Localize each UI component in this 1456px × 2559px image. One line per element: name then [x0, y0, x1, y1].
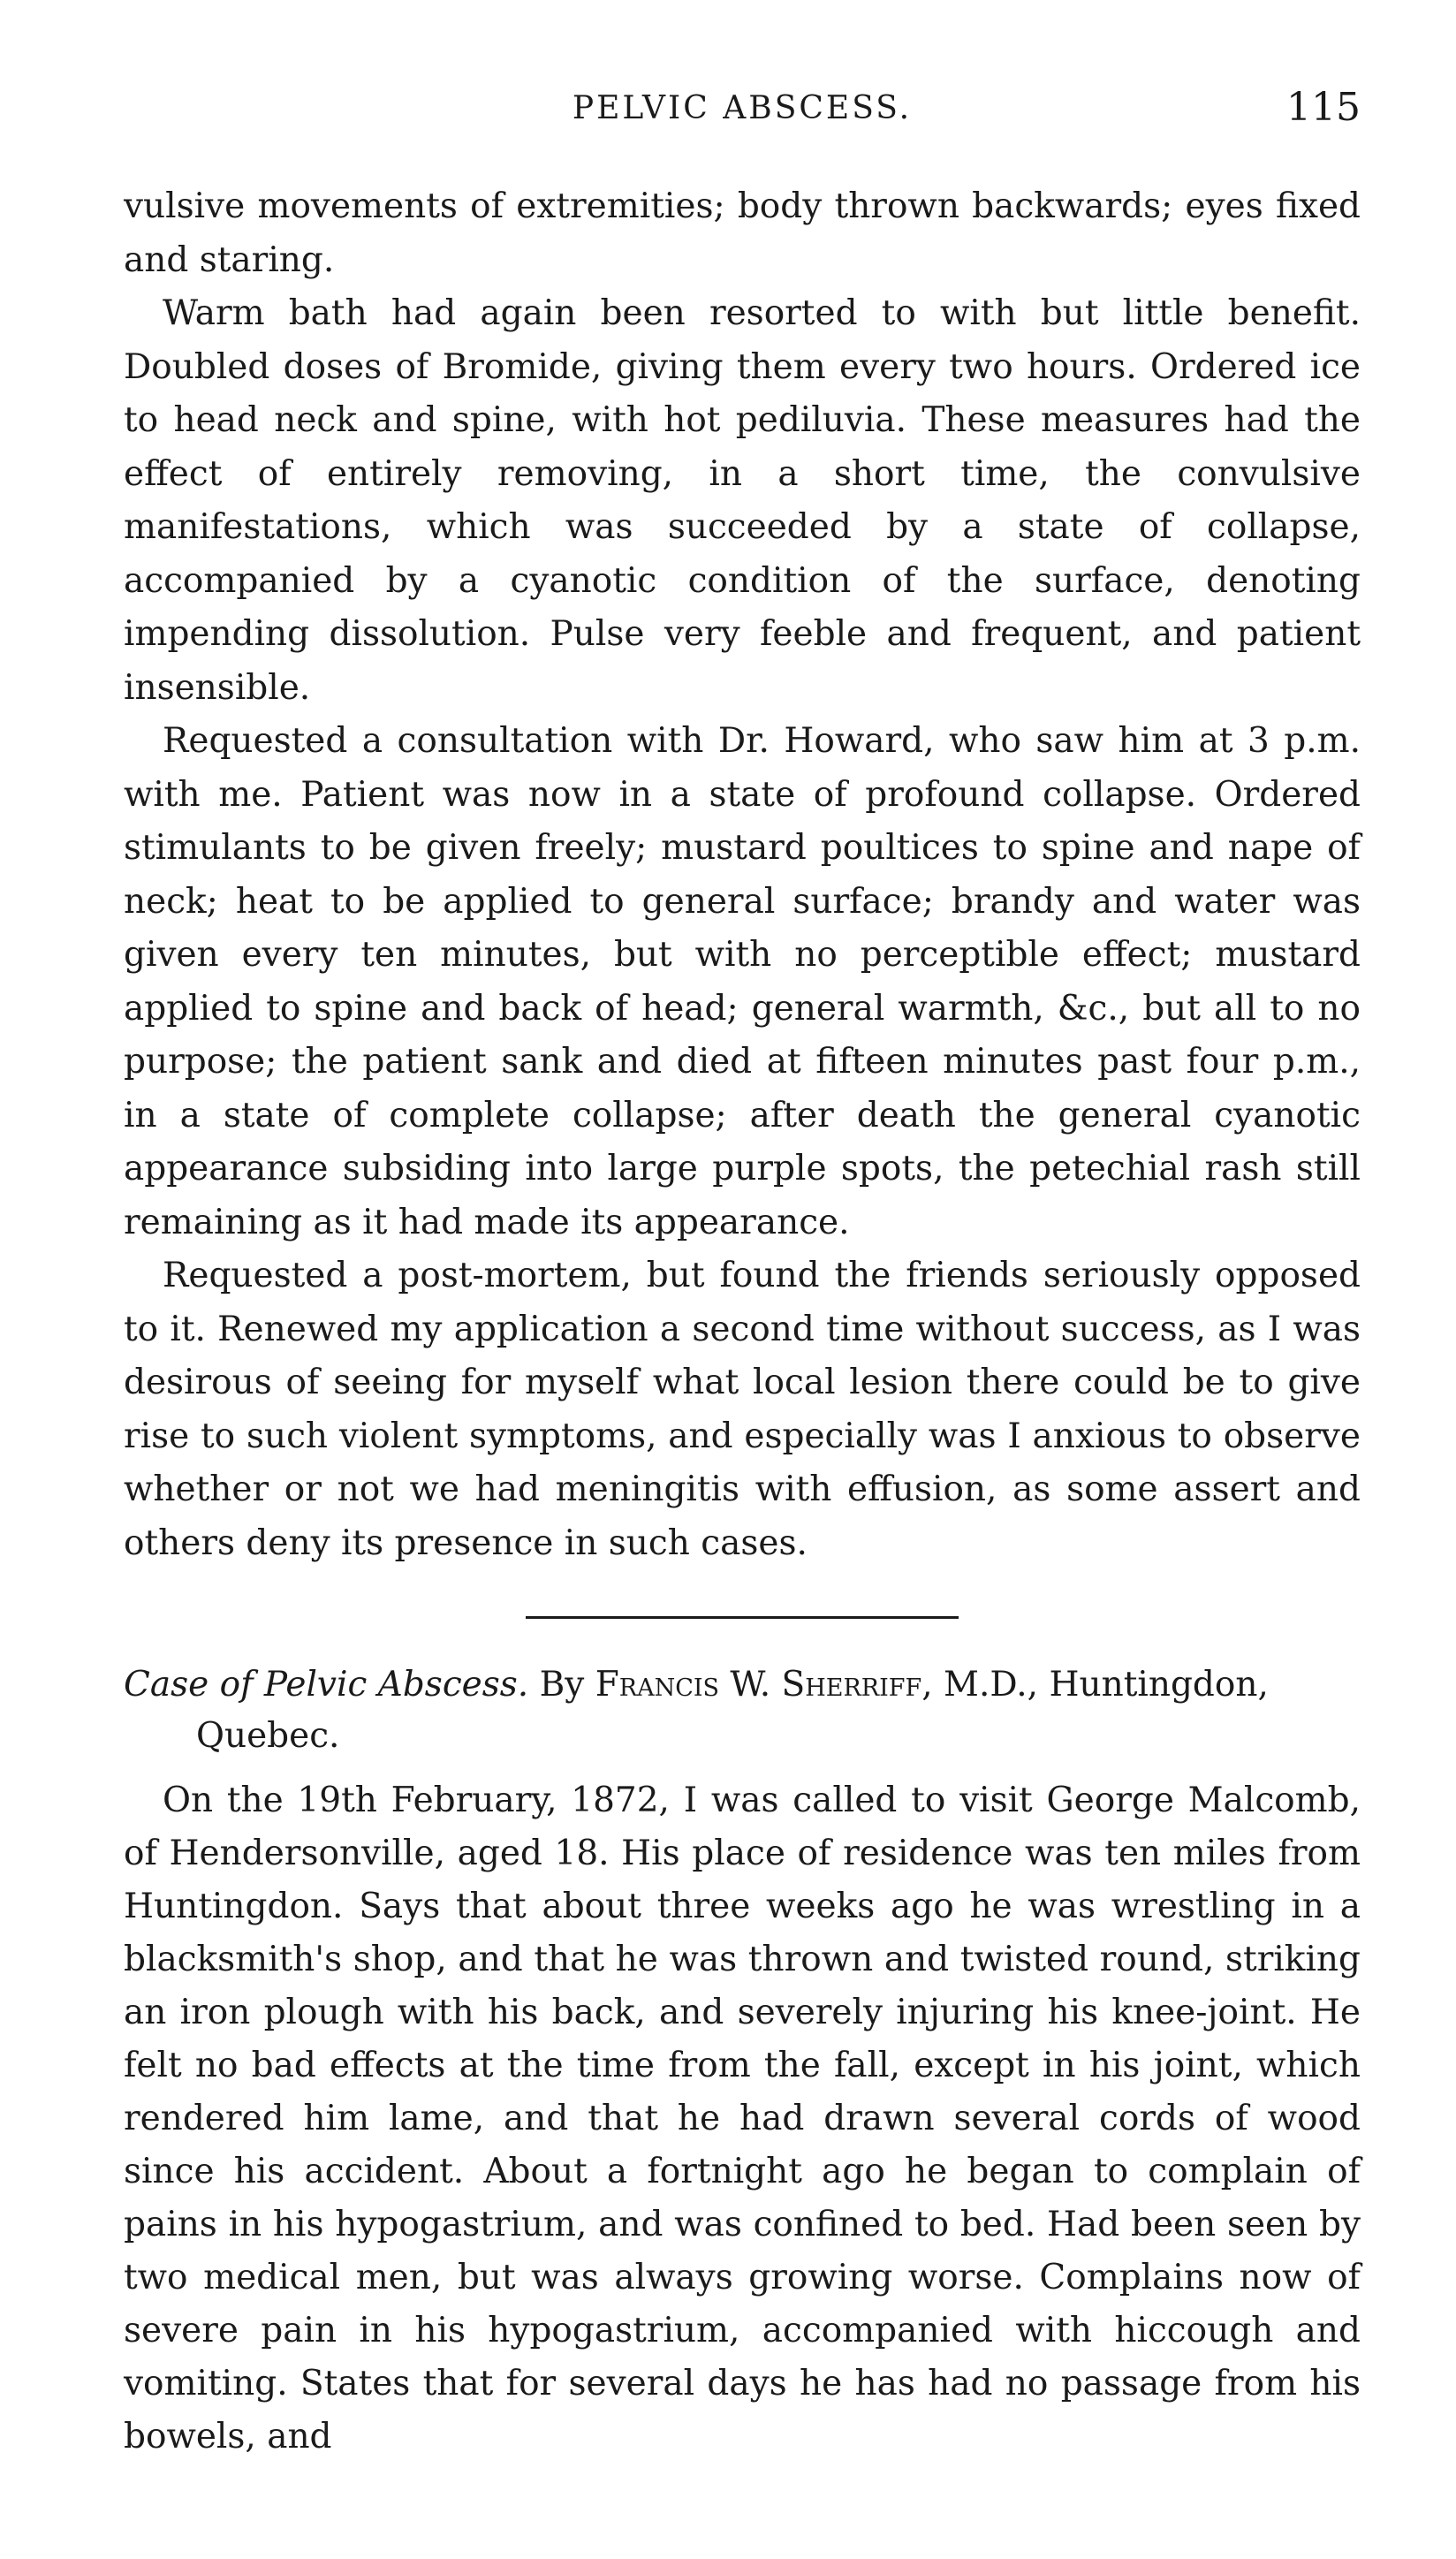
- case-body: [124, 1774, 1361, 2464]
- section-divider: [526, 1616, 959, 1619]
- case-author-affiliation: , M.D., Huntingdon, Quebec.: [196, 1665, 1269, 1756]
- page-number: 115: [1286, 85, 1361, 130]
- paragraph: Warm bath had again been resorted to with but little benefit. Doubled doses of Bromide, giving them every two hours. Ordered ice to head neck and spine, with hot pediluvia. These measures had the effect of entirely removing, in a short time, the convulsive manifestations, which was succeeded by a state of collapse, accompanied by a cyanotic condition of the surface, denoting impending dissolution. Pulse very feeble and frequent, and patient insensible.: [124, 293, 1361, 708]
- previous-case-text: [124, 180, 1361, 1570]
- running-title: PELVIC ABSCESS.: [572, 90, 913, 126]
- case-by: By: [539, 1665, 585, 1705]
- paragraph: Requested a consultation with Dr. Howard, who saw him at 3 p.m. with me. Patient was now in a state of profound collapse. Ordered stimulants to be given freely; mustard poultices to spine and nape of neck; heat to be applied to general surface; brandy and water was given every ten minutes, but with no perceptible effect; mustard applied to spine and back of head; general warmth, &c., but all to no purpose; the patient sank and died at fifteen minutes past four p.m., in a state of complete collapse; after death the general cyanotic appearance subsiding into large purple spots, the petechial rash still remaining as it had made its appearance.: [124, 721, 1361, 1242]
- running-header: [124, 80, 1361, 141]
- paragraph-continuation: vulsive movements of extremities; body thrown backwards; eyes fixed and staring.: [124, 186, 1361, 280]
- paragraph: On the 19th February, 1872, I was called to visit George Malcomb, of Hendersonville, aged 18. His place of residence was ten miles from Huntingdon. Says that about three weeks ago he was wrestling in a blacksmith's shop, and that he was thrown and twisted round, striking an iron plough with his back, and severely injuring his knee-joint. He felt no bad effects at the time from the fall, except in his joint, which rendered him lame, and that he had drawn several cords of wood since his accident. About a fortnight ago he began to complain of pains in his hypogastrium, and was confined to bed. Had been seen by two medical men, but was always growing worse. Complains now of severe pain in his hypogastrium, accompanied with hiccough and vomiting. States that for several days he has had no passage from his bowels, and: [124, 1781, 1361, 2456]
- case-title: Case of Pelvic Abscess.: [124, 1665, 529, 1705]
- case-author: Francis W. Sherriff: [595, 1665, 922, 1705]
- paragraph: Requested a post-mortem, but found the friends seriously opposed to it. Renewed my application a second time without success, as I was desirous of seeing for myself what local lesion there could be to give rise to such violent symptoms, and especially was I anxious to observe whether or not we had meningitis with effusion, as some assert and others deny its presence in such cases.: [124, 1256, 1361, 1563]
- case-heading: [124, 1659, 1361, 1762]
- book-page: [124, 80, 1361, 2464]
